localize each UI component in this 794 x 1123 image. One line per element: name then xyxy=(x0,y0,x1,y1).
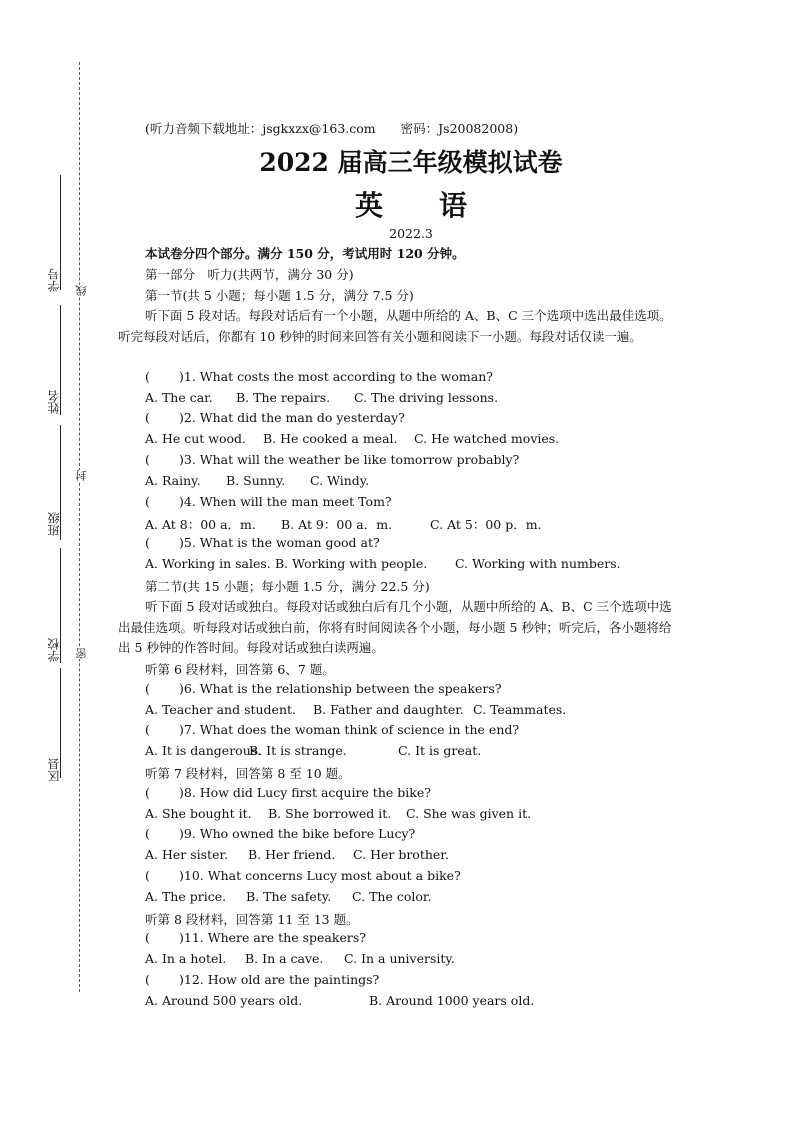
question-6-stem: ( )6. What is the relationship between the speakers? xyxy=(145,681,502,696)
name-label: 姓名 xyxy=(47,390,61,414)
option-b: B. Her friend. xyxy=(248,847,336,862)
question-1-options xyxy=(145,390,498,405)
material-7-heading: 听第 7 段材料，回答第 8 至 10 题。 xyxy=(145,766,351,781)
question-4-options xyxy=(145,515,542,533)
option-b: B. It is strange. xyxy=(249,743,347,758)
section2-heading: 第二节(共 15 小题；每小题 1.5 分，满分 22.5 分) xyxy=(145,579,430,594)
option-b: B. In a cave. xyxy=(245,951,324,966)
answer-blank: ( xyxy=(145,681,150,696)
answer-blank: ( xyxy=(145,410,150,425)
material-8-heading: 听第 8 段材料，回答第 11 至 13 题。 xyxy=(145,912,359,927)
student-no-label: 学号 xyxy=(47,268,61,292)
answer-blank: ( xyxy=(145,452,150,467)
option-a: A. Working in sales. xyxy=(145,556,271,571)
option-c: C. The color. xyxy=(352,889,432,904)
option-a: A. At 8：00 a．m. xyxy=(145,517,256,532)
option-a: A. It is dangerous. xyxy=(145,743,262,758)
seal-mark-secret: 密 xyxy=(75,648,88,659)
question-11-options xyxy=(145,951,455,966)
option-c: C. Teammates. xyxy=(473,702,567,717)
option-c: C. He watched movies. xyxy=(414,431,560,446)
seal-mark-line: 线 xyxy=(75,285,88,296)
school-label: 学校 xyxy=(47,638,61,662)
option-c: C. In a university. xyxy=(344,951,455,966)
section1-heading: 第一节(共 5 小题；每小题 1.5 分，满分 7.5 分) xyxy=(145,288,414,303)
option-b: B. Working with people. xyxy=(275,556,428,571)
option-a: A. The price. xyxy=(145,889,227,904)
question-5-stem: ( )5. What is the woman good at? xyxy=(145,535,380,550)
district-label: 区县 xyxy=(47,758,61,782)
question-2-options xyxy=(145,431,559,446)
option-a: A. Rainy. xyxy=(145,473,201,488)
part1-heading: 第一部分 听力(共两节，满分 30 分) xyxy=(145,267,354,282)
answer-blank: ( xyxy=(145,494,150,509)
download-note: (听力音频下载地址：jsgkxzx@163.com 密码：Js20082008) xyxy=(145,121,519,136)
question-12-options xyxy=(145,993,534,1008)
option-c: C. Working with numbers. xyxy=(455,556,621,571)
section1-instructions: 听下面 5 段对话。每段对话后有一个小题，从题中所给的 A、B、C 三个选项中选出最佳选项。听完每段对话后，你都有 10 秒钟的时间来回答有关小题和阅读下一小题。每段对话仅读一遍。 xyxy=(118,308,672,344)
question-7-stem: ( )7. What does the woman think of science in the end? xyxy=(145,722,520,737)
subject-title: 英 语 xyxy=(354,189,467,222)
question-9-stem: ( )9. Who owned the bike before Lucy? xyxy=(145,826,416,841)
option-c: C. At 5：00 p．m. xyxy=(430,517,542,532)
option-b: B. Father and daughter. xyxy=(313,702,464,717)
question-2-stem: ( )2. What did the man do yesterday? xyxy=(145,410,405,425)
answer-blank: ( xyxy=(145,826,150,841)
question-7-options xyxy=(145,743,481,758)
option-b: B. She borrowed it. xyxy=(268,806,392,821)
question-8-stem: ( )8. How did Lucy first acquire the bike? xyxy=(145,785,431,800)
answer-blank: ( xyxy=(145,868,150,883)
option-b: B. At 9：00 a．m. xyxy=(281,517,393,532)
option-a: A. Teacher and student. xyxy=(145,702,297,717)
option-a: A. Her sister. xyxy=(145,847,229,862)
question-5-options xyxy=(145,556,621,571)
question-1-stem: ( )1. What costs the most according to the woman? xyxy=(145,369,493,384)
question-8-options xyxy=(145,806,531,821)
option-a: A. In a hotel. xyxy=(145,951,227,966)
exam-date: 2022.3 xyxy=(389,226,433,241)
material-6-heading: 听第 6 段材料，回答第 6、7 题。 xyxy=(145,662,335,677)
option-c: C. Windy. xyxy=(310,473,370,488)
option-a: A. The car. xyxy=(145,390,213,405)
answer-blank: ( xyxy=(145,722,150,737)
option-c: C. It is great. xyxy=(398,743,482,758)
question-11-stem: ( )11. Where are the speakers? xyxy=(145,930,366,945)
class-label: 班级 xyxy=(47,512,61,536)
option-b: B. The repairs. xyxy=(236,390,331,405)
question-9-options xyxy=(145,847,449,862)
option-b: B. Around 1000 years old. xyxy=(369,993,535,1008)
option-b: B. Sunny. xyxy=(226,473,286,488)
answer-blank: ( xyxy=(145,535,150,550)
question-4-stem: ( )4. When will the man meet Tom? xyxy=(145,494,392,509)
question-10-stem: ( )10. What concerns Lucy most about a bike? xyxy=(145,868,461,883)
question-10-options xyxy=(145,889,431,904)
section2-instructions: 听下面 5 段对话或独白。每段对话或独白后有几个小题，从题中所给的 A、B、C 三个选项中选出最佳选项。听每段对话或独白前，你将有时间阅读各个小题，每小题 5 秒钟；听完后，各小题将给出 5 秒钟的作答时间。每段对话或独白读两遍。 xyxy=(118,599,672,655)
option-b: B. He cooked a meal. xyxy=(263,431,398,446)
seal-mark-seal: 封 xyxy=(75,470,88,481)
option-a: A. Around 500 years old. xyxy=(145,993,303,1008)
option-b: B. The safety. xyxy=(246,889,332,904)
option-c: C. Her brother. xyxy=(353,847,449,862)
question-12-stem: ( )12. How old are the paintings? xyxy=(145,972,380,987)
exam-title: 2022 届高三年级模拟试卷 xyxy=(259,148,563,177)
option-c: C. She was given it. xyxy=(406,806,532,821)
answer-blank: ( xyxy=(145,785,150,800)
option-a: A. She bought it. xyxy=(145,806,252,821)
question-3-options xyxy=(145,473,369,488)
answer-blank: ( xyxy=(145,930,150,945)
question-3-stem: ( )3. What will the weather be like tomorrow probably? xyxy=(145,452,520,467)
paper-composition: 本试卷分四个部分。满分 150 分，考试用时 120 分钟。 xyxy=(145,246,465,261)
option-a: A. He cut wood. xyxy=(145,431,247,446)
question-6-options xyxy=(145,702,566,717)
answer-blank: ( xyxy=(145,972,150,987)
answer-blank: ( xyxy=(145,369,150,384)
option-c: C. The driving lessons. xyxy=(354,390,499,405)
